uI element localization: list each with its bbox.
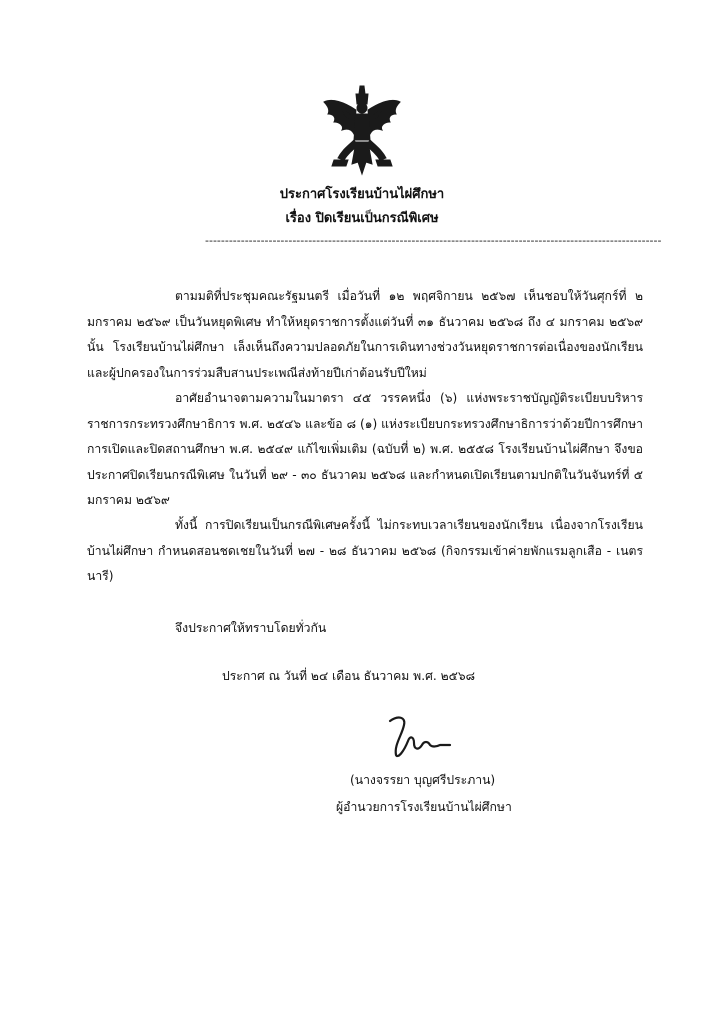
paragraph-legal-authority: อาศัยอำนาจตามความในมาตรา ๔๕ วรรคหนึ่ง (๖) แห่งพระราชบัญญัติระเบียบบริหารราชการกระทรวงศึกษาธิการ พ.ศ. ๒๕๔๖ และข้อ ๘ (๑) แห่งระเบียบกระทรวงศึกษาธิการว่าด้วยปีการศึกษา การเปิดและปิดสถานศึกษา พ.ศ. ๒๕๔๙ แก้ไขเพิ่มเติม (ฉบับที่ ๒) พ.ศ. ๒๕๕๘ โรงเรียนบ้านไผ่ศึกษา จึงขอประกาศปิดเรียนกรณีพิเศษ ในวันที่ ๒๙ - ๓๐ ธันวาคม ๒๕๖๘ และกำหนดเปิดเรียนตามปกติในวันจันทร์ที่ ๕ มกราคม ๒๕๖๙ (87, 391, 643, 507)
signer-position: ผู้อำนวยการโรงเรียนบ้านไผ่ศึกษา (336, 800, 512, 814)
paragraph-makeup-classes: ทั้งนี้ การปิดเรียนเป็นกรณีพิเศษครั้งนี้ ไม่กระทบเวลาเรียนของนักเรียน เนื่องจากโรงเรียนบ้านไผ่ศึกษา กำหนดสอนชดเชยในวันที่ ๒๗ - ๒๘ ธันวาคม ๒๕๖๘ (กิจกรรมเข้าค่ายพักแรมลูกเสือ - เนตรนารี) (87, 518, 643, 583)
title-divider: ------------------------------------------------------------------------------------------------------------------- (205, 234, 662, 247)
handwritten-signature (384, 711, 454, 761)
garuda-emblem-icon (320, 84, 404, 176)
paragraph-cabinet-resolution: ตามมติที่ประชุมคณะรัฐมนตรี เมื่อวันที่ ๑๒ พฤศจิกายน ๒๕๖๗ เห็นชอบให้วันศุกร์ที่ ๒ มกราคม ๒๕๖๙ เป็นวันหยุดพิเศษ ทำให้หยุดราชการตั้งแต่วันที่ ๓๑ ธันวาคม ๒๕๖๘ ถึง ๔ มกราคม ๒๕๖๙ นั้น โรงเรียนบ้านไผ่ศึกษา เล็งเห็นถึงความปลอดภัยในการเดินทางช่วงวันหยุดราชการต่อเนื่องของนักเรียนและผู้ปกครองในการร่วมสืบสานประเพณีส่งท้ายปีเก่าต้อนรับปีใหม่ (87, 289, 643, 380)
announcement-closing: จึงประกาศให้ทราบโดยทั่วกัน (175, 621, 327, 635)
document-subject: เรื่อง ปิดเรียนเป็นกรณีพิเศษ (285, 211, 439, 226)
signer-name: (นางจรรยา บุญศรีประภาน) (350, 773, 496, 787)
announcement-date: ประกาศ ณ วันที่ ๒๔ เดือน ธันวาคม พ.ศ. ๒๕๖๘ (222, 669, 475, 683)
document-title: ประกาศโรงเรียนบ้านไผ่ศึกษา (279, 187, 445, 202)
